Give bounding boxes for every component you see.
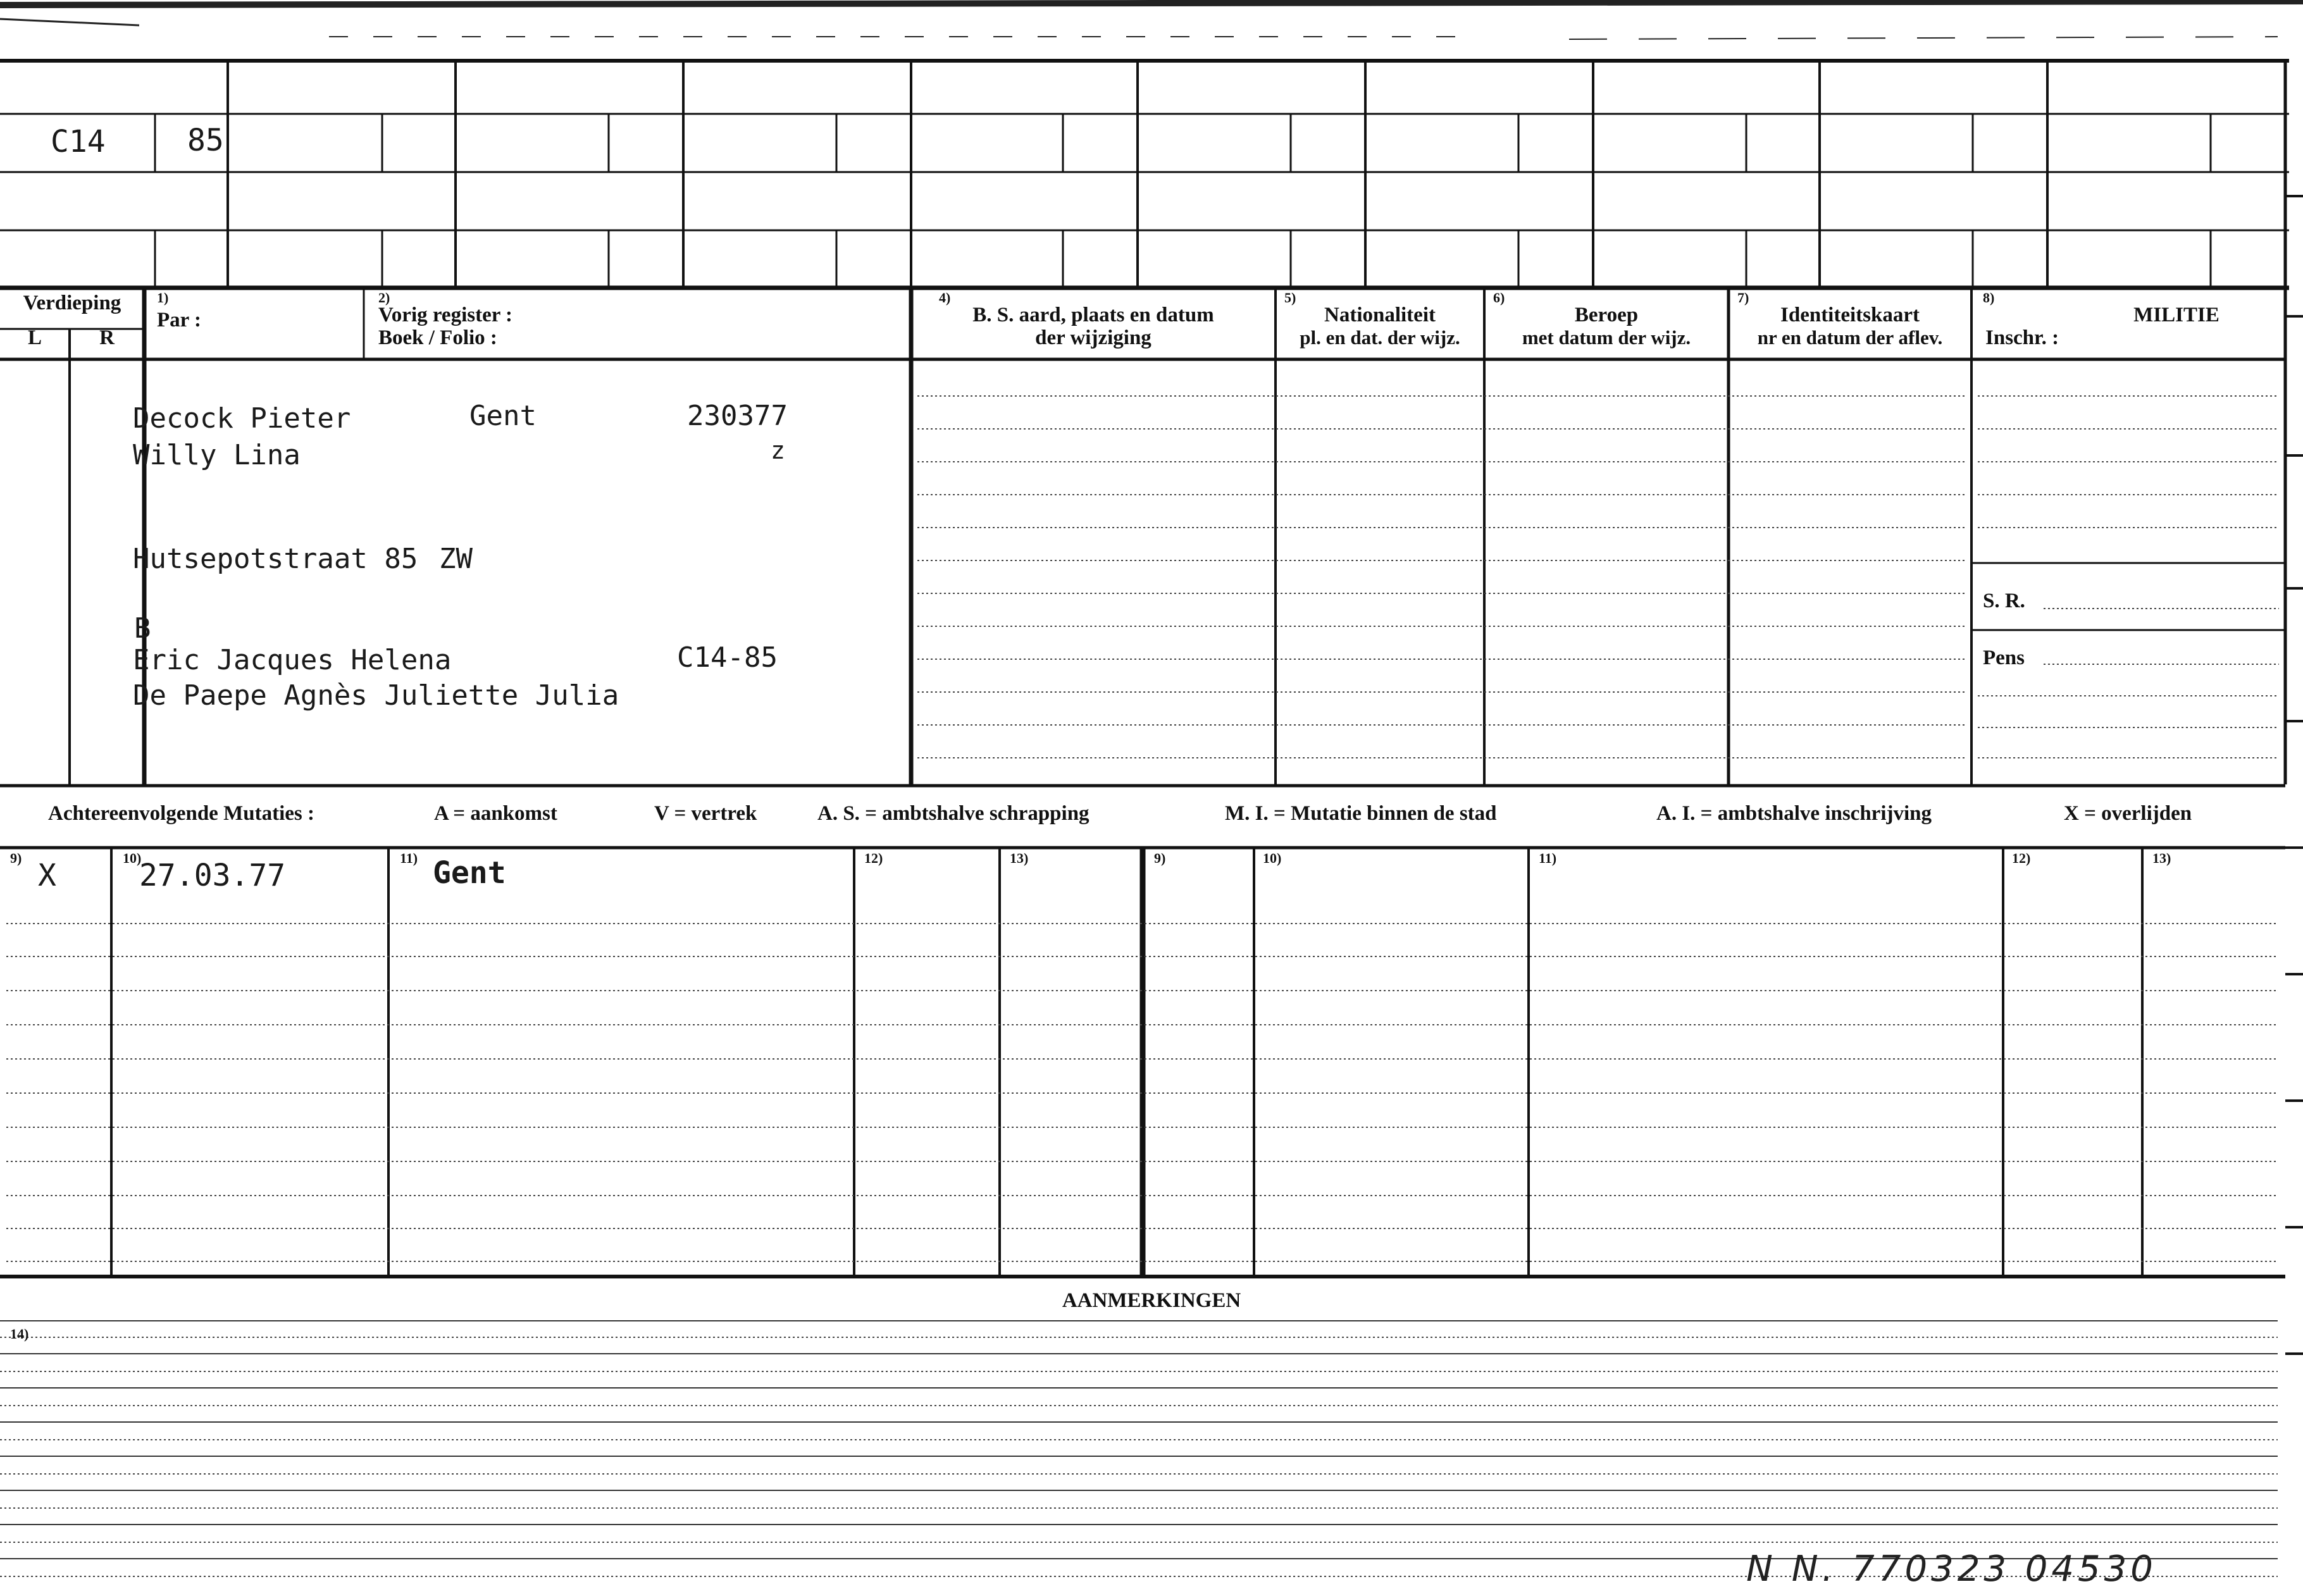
pens-label: Pens	[1983, 646, 2025, 669]
legend-overlijden: X = overlijden	[2064, 802, 2192, 825]
birth-place: Gent	[469, 400, 537, 432]
col13-footnote-right: 13)	[2152, 850, 2171, 866]
sr-label: S. R.	[1983, 590, 2025, 612]
vorig-footnote: 2)	[378, 290, 390, 306]
bs-label-line1: B. S. aard, plaats en datum	[972, 304, 1214, 326]
col10-footnote-left: 10)	[123, 850, 142, 866]
nationaliteit-footnote: 5)	[1284, 290, 1296, 306]
par-footnote: 1)	[157, 290, 169, 306]
record-mark: z	[771, 436, 785, 464]
col13-footnote-left: 13)	[1010, 850, 1029, 866]
col9-footnote-right: 9)	[1154, 850, 1166, 866]
nationaliteit-label: Nationaliteit	[1324, 304, 1436, 326]
legend-ambtshalve-inschrijving: A. I. = ambtshalve inschrijving	[1656, 802, 1932, 825]
legend-ambtshalve-schrapping: A. S. = ambtshalve schrapping	[817, 802, 1089, 825]
beroep-footnote: 6)	[1493, 290, 1505, 306]
house-number: 85	[187, 123, 224, 158]
mutation-date: 27.03.77	[139, 858, 286, 893]
boek-folio-label: Boek / Folio :	[378, 326, 497, 349]
street-address: Hutsepotstraat 85	[133, 543, 418, 575]
militie-footnote: 8)	[1983, 290, 1995, 306]
mutaties-legend-title: Achtereenvolgende Mutaties :	[48, 802, 314, 825]
aanmerkingen-title: AANMERKINGEN	[1062, 1289, 1241, 1312]
par-label: Par :	[157, 309, 201, 331]
col12-footnote-left: 12)	[864, 850, 883, 866]
beroep-label: Beroep	[1574, 304, 1639, 326]
identiteitskaart-label: Identiteitskaart	[1780, 304, 1920, 326]
record-letter: B	[134, 612, 151, 645]
block-code: C14	[51, 124, 106, 159]
verdieping-l-label: L	[27, 326, 42, 349]
father-names: Eric Jacques Helena	[133, 644, 452, 676]
col11-footnote-left: 11)	[400, 850, 418, 866]
col9-footnote-left: 9)	[10, 850, 22, 866]
col12-footnote-right: 12)	[2012, 850, 2031, 866]
national-number-handwritten: N N. 770323 04530	[1746, 1549, 2157, 1590]
nationaliteit-sublabel: pl. en dat. der wijz.	[1300, 326, 1460, 349]
legend-mutatie-binnen-stad: M. I. = Mutatie binnen de stad	[1225, 802, 1497, 825]
aanmerkingen-footnote: 14)	[10, 1326, 29, 1342]
vorig-register-label: Vorig register :	[378, 304, 513, 326]
bs-label-line2: der wijziging	[1035, 326, 1152, 349]
mother-names: De Paepe Agnès Juliette Julia	[133, 679, 619, 712]
identiteitskaart-sublabel: nr en datum der aflev.	[1757, 326, 1943, 349]
col10-footnote-right: 10)	[1263, 850, 1282, 866]
verdieping-r-label: R	[99, 326, 115, 349]
col11-footnote-right: 11)	[1539, 850, 1557, 866]
address-zone: ZW	[439, 543, 473, 575]
verdieping-label: Verdieping	[23, 292, 121, 314]
identiteitskaart-footnote: 7)	[1737, 290, 1749, 306]
legend-aankomst: A = aankomst	[434, 802, 557, 825]
given-names: Willy Lina	[133, 439, 301, 471]
legend-vertrek: V = vertrek	[654, 802, 757, 825]
militie-label: MILITIE	[2133, 304, 2219, 326]
bs-footnote: 4)	[939, 290, 951, 306]
mutation-place: Gent	[433, 855, 506, 891]
mutation-type: X	[38, 858, 56, 893]
beroep-sublabel: met datum der wijz.	[1522, 326, 1691, 349]
register-reference: C14-85	[677, 641, 778, 674]
head-of-household-name: Decock Pieter	[133, 402, 351, 435]
birth-date: 230377	[687, 400, 788, 432]
inschr-label: Inschr. :	[1985, 326, 2059, 349]
